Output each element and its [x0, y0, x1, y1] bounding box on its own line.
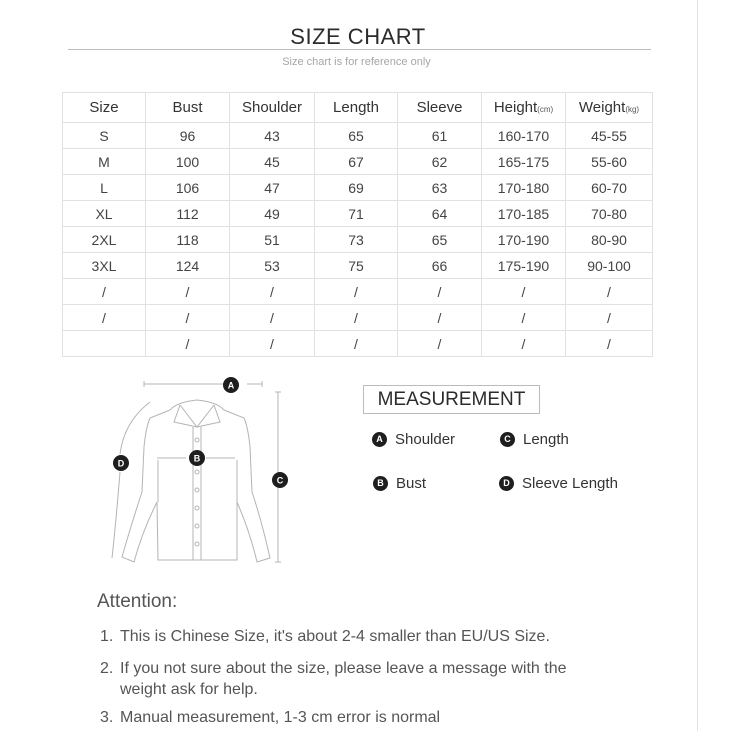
note-1-text: This is Chinese Size, it's about 2-4 smaller than EU/US Size.	[120, 628, 550, 645]
cell-sleeve: 62	[398, 149, 482, 175]
header-length: Length	[315, 93, 398, 123]
cell-shoulder: 51	[230, 227, 315, 253]
marker-d-label: D	[117, 458, 125, 469]
note-2-number: 2.	[100, 660, 114, 677]
page-subtitle: Size chart is for reference only	[282, 56, 431, 68]
legend-shoulder	[372, 431, 455, 448]
badge-d-icon: D	[499, 476, 514, 491]
table-row	[63, 149, 653, 175]
marker-b-label: B	[193, 453, 201, 464]
cell-height: 175-190	[482, 253, 566, 279]
table-row	[63, 227, 653, 253]
note-3	[100, 707, 630, 728]
attention-title: Attention:	[97, 591, 178, 612]
shirt-diagram	[102, 372, 302, 577]
note-1	[100, 626, 630, 647]
cell-weight: 90-100	[566, 253, 653, 279]
header-height: Height(cm)	[482, 93, 566, 123]
cell-bust: /	[146, 279, 230, 305]
cell-size: XL	[63, 201, 146, 227]
cell-size: S	[63, 123, 146, 149]
legend-sleeve-length	[499, 475, 618, 492]
cell-weight: /	[566, 305, 653, 331]
legend-bust-label: Bust	[396, 475, 427, 492]
cell-height: /	[482, 279, 566, 305]
cell-shoulder: 43	[230, 123, 315, 149]
cell-sleeve: 63	[398, 175, 482, 201]
note-3-number: 3.	[100, 709, 114, 726]
header-weight: Weight(kg)	[566, 93, 653, 123]
cell-size: 3XL	[63, 253, 146, 279]
cell-bust: 96	[146, 123, 230, 149]
marker-c-label: C	[276, 475, 284, 486]
table-header-row	[63, 93, 653, 123]
cell-weight: /	[566, 279, 653, 305]
page-edge-line	[697, 0, 698, 731]
cell-sleeve: /	[398, 305, 482, 331]
header-height-unit: (cm)	[537, 105, 554, 114]
legend-shoulder-label: Shoulder	[395, 431, 456, 448]
header-size: Size	[63, 93, 146, 123]
note-2-text-continued: weight ask for help.	[120, 681, 258, 698]
cell-bust: 100	[146, 149, 230, 175]
cell-height: /	[482, 331, 566, 357]
note-1-number: 1.	[100, 628, 114, 645]
badge-c-icon: C	[500, 432, 515, 447]
cell-length: /	[315, 305, 398, 331]
table-row	[63, 279, 653, 305]
cell-bust: 124	[146, 253, 230, 279]
cell-shoulder: /	[230, 331, 315, 357]
cell-size: L	[63, 175, 146, 201]
cell-bust: 106	[146, 175, 230, 201]
header-bust: Bust	[146, 93, 230, 123]
legend-length	[500, 431, 569, 448]
cell-sleeve: 66	[398, 253, 482, 279]
page-title: SIZE CHART	[290, 24, 426, 49]
cell-length: /	[315, 279, 398, 305]
cell-sleeve: 65	[398, 227, 482, 253]
cell-weight: 80-90	[566, 227, 653, 253]
cell-size: M	[63, 149, 146, 175]
cell-weight: 55-60	[566, 149, 653, 175]
cell-sleeve: 61	[398, 123, 482, 149]
sleeve-measure-line	[120, 402, 150, 454]
title-divider	[68, 49, 651, 50]
table-row	[63, 331, 653, 357]
cell-height: 170-190	[482, 227, 566, 253]
cell-height: /	[482, 305, 566, 331]
legend-sleeve-length-label: Sleeve Length	[522, 475, 618, 492]
cell-shoulder: /	[230, 305, 315, 331]
cell-size: 2XL	[63, 227, 146, 253]
cell-sleeve: /	[398, 331, 482, 357]
cell-length: 75	[315, 253, 398, 279]
cell-sleeve: 64	[398, 201, 482, 227]
cell-sleeve: /	[398, 279, 482, 305]
marker-a-label: A	[227, 380, 235, 391]
legend-length-label: Length	[523, 431, 569, 448]
table-row	[63, 253, 653, 279]
legend-bust	[373, 475, 426, 492]
note-3-text: Manual measurement, 1-3 cm error is normal	[120, 709, 441, 726]
cell-weight: 70-80	[566, 201, 653, 227]
badge-b-icon: B	[373, 476, 388, 491]
size-table	[62, 92, 653, 357]
cell-length: 67	[315, 149, 398, 175]
header-weight-unit: (kg)	[625, 105, 640, 114]
cell-size: /	[63, 279, 146, 305]
table-row	[63, 123, 653, 149]
note-2	[100, 658, 630, 700]
cell-size	[63, 331, 146, 357]
cell-weight: 60-70	[566, 175, 653, 201]
badge-a-icon: A	[372, 432, 387, 447]
note-2-text: If you not sure about the size, please leave a message with the	[120, 660, 567, 677]
cell-length: 71	[315, 201, 398, 227]
cell-weight: 45-55	[566, 123, 653, 149]
cell-shoulder: 53	[230, 253, 315, 279]
cell-shoulder: 45	[230, 149, 315, 175]
cell-bust: 118	[146, 227, 230, 253]
header-shoulder: Shoulder	[230, 93, 315, 123]
table-row	[63, 201, 653, 227]
table-row	[63, 305, 653, 331]
cell-height: 165-175	[482, 149, 566, 175]
cell-shoulder: 47	[230, 175, 315, 201]
header-sleeve: Sleeve	[398, 93, 482, 123]
cell-shoulder: 49	[230, 201, 315, 227]
cell-length: 73	[315, 227, 398, 253]
cell-length: 65	[315, 123, 398, 149]
cell-weight: /	[566, 331, 653, 357]
cell-bust: /	[146, 305, 230, 331]
cell-bust: /	[146, 331, 230, 357]
cell-length: 69	[315, 175, 398, 201]
cell-shoulder: /	[230, 279, 315, 305]
measurement-heading: MEASUREMENT	[363, 385, 540, 414]
cell-height: 160-170	[482, 123, 566, 149]
cell-length: /	[315, 331, 398, 357]
cell-size: /	[63, 305, 146, 331]
cell-height: 170-185	[482, 201, 566, 227]
table-row	[63, 175, 653, 201]
cell-height: 170-180	[482, 175, 566, 201]
cell-bust: 112	[146, 201, 230, 227]
